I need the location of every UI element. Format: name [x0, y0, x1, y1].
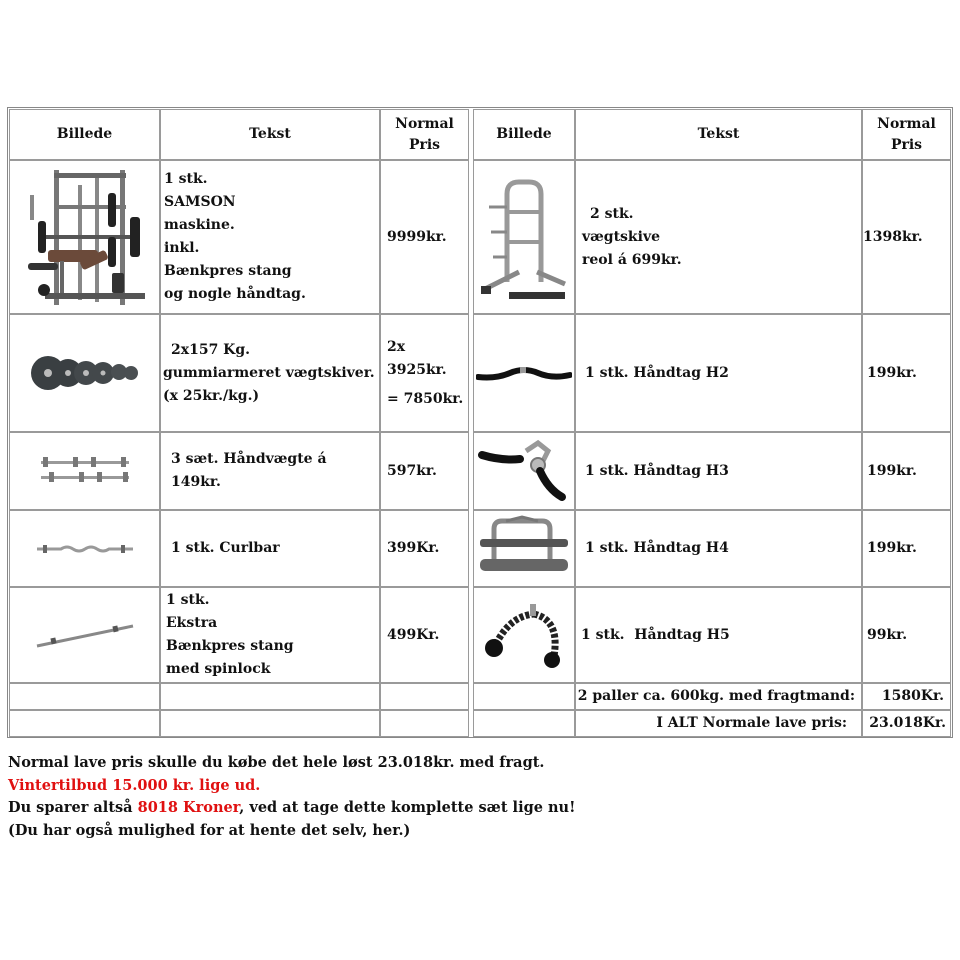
- item-text-cell: 2x157 Kg. gummiarmeret vægtskiver. (x 25kr./kg.): [160, 314, 380, 432]
- item-price-cell: 199kr.: [862, 432, 951, 510]
- savings-note: Du sparer altså 8018 Kroner, ved at tage dette komplette sæt lige nu!: [8, 799, 576, 816]
- empty-cell: [380, 683, 469, 710]
- image-cell: [9, 432, 160, 510]
- item-price-cell: 9999kr.: [380, 160, 469, 314]
- header-billede-right: Billede: [473, 109, 575, 160]
- image-cell: [9, 587, 160, 683]
- item-price-cell: 499Kr.: [380, 587, 469, 683]
- item-text-cell: 3 sæt. Håndvægte á 149kr.: [160, 432, 380, 510]
- item-price-cell: 199kr.: [862, 510, 951, 587]
- total-price: 23.018Kr.: [862, 710, 951, 737]
- image-cell: [473, 587, 575, 683]
- empty-cell: [380, 710, 469, 737]
- header-pris-right: Normal Pris: [862, 109, 951, 160]
- image-cell: [9, 510, 160, 587]
- item-price-cell: 2x 3925kr. = 7850kr.: [380, 314, 469, 432]
- handle-h4-icon: [476, 515, 572, 583]
- empty-cell: [9, 683, 160, 710]
- weight-plates-icon: [30, 348, 140, 398]
- curl-bar-icon: [35, 541, 135, 557]
- item-price-cell: 99kr.: [862, 587, 951, 683]
- item-text-cell: 1 stk. Håndtag H4: [575, 510, 862, 587]
- image-cell: [473, 510, 575, 587]
- item-text-cell: 1 stk. SAMSON maskine. inkl. Bænkpres stang og nogle håndtag.: [160, 160, 380, 314]
- dumbbell-handles-icon: [39, 454, 131, 488]
- price-table: [7, 107, 953, 738]
- winter-offer-note: Vintertilbud 15.000 kr. lige ud.: [8, 776, 261, 794]
- item-price-cell: 199kr.: [862, 314, 951, 432]
- pickup-note: (Du har også mulighed for at hente det selv, her.): [8, 821, 411, 839]
- header-pris-left: Normal Pris: [380, 109, 469, 160]
- item-text-cell: 1 stk. Håndtag H3: [575, 432, 862, 510]
- empty-cell: [473, 710, 575, 737]
- handle-h2-icon: [476, 361, 572, 385]
- item-price-cell: 399Kr.: [380, 510, 469, 587]
- empty-cell: [9, 710, 160, 737]
- handle-h3-icon: [476, 437, 572, 505]
- item-price-cell: 1398kr.: [862, 160, 951, 314]
- image-cell: [9, 314, 160, 432]
- item-text-cell: 1 stk. Håndtag H5: [575, 587, 862, 683]
- plate-rack-icon: [479, 172, 569, 302]
- savings-amount: 8018 Kroner: [137, 799, 240, 816]
- item-text-cell: 1 stk. Ekstra Bænkpres stang med spinlock: [160, 587, 380, 683]
- normal-price-note: Normal lave pris skulle du købe det hele løst 23.018kr. med fragt.: [8, 754, 545, 771]
- handle-h5-icon: [476, 602, 572, 668]
- bench-bar-icon: [35, 620, 135, 650]
- offer-notes: [8, 752, 575, 842]
- image-cell: [473, 432, 575, 510]
- header-tekst-right: Tekst: [575, 109, 862, 160]
- item-text-cell: 1 stk. Håndtag H2: [575, 314, 862, 432]
- header-tekst-left: Tekst: [160, 109, 380, 160]
- image-cell: [473, 160, 575, 314]
- smith-machine-icon: [20, 165, 150, 310]
- item-text-cell: 2 stk. vægtskive reol á 699kr.: [575, 160, 862, 314]
- empty-cell: [160, 683, 380, 710]
- empty-cell: [160, 710, 380, 737]
- image-cell: [9, 160, 160, 314]
- empty-cell: [473, 683, 575, 710]
- total-label: I ALT Normale lave pris:: [575, 710, 862, 737]
- item-text-cell: 1 stk. Curlbar: [160, 510, 380, 587]
- item-price-cell: 597kr.: [380, 432, 469, 510]
- shipping-label: 2 paller ca. 600kg. med fragtmand:: [575, 683, 862, 710]
- shipping-price: 1580Kr.: [862, 683, 951, 710]
- header-billede-left: Billede: [9, 109, 160, 160]
- image-cell: [473, 314, 575, 432]
